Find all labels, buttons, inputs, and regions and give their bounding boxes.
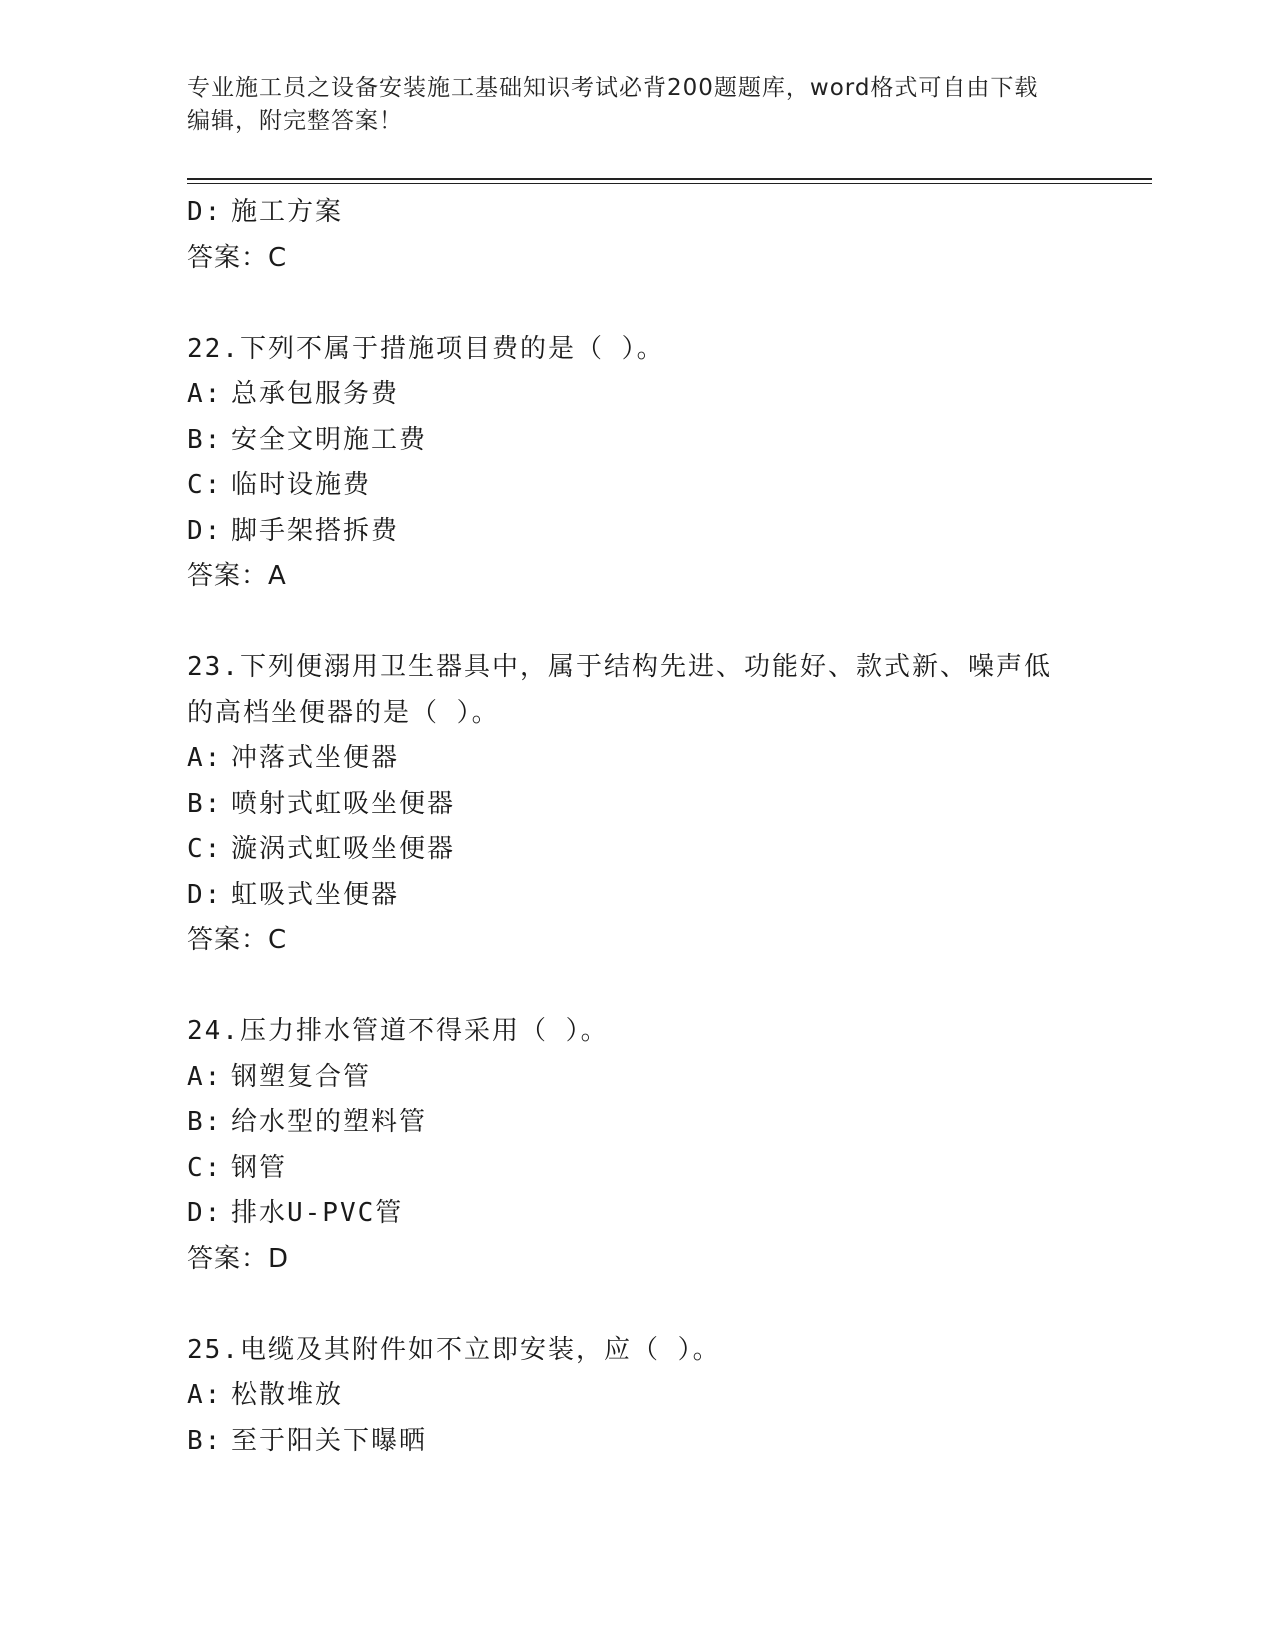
header-rule-thin bbox=[187, 183, 1152, 184]
option-text: 总承包服务费 bbox=[231, 379, 400, 409]
option-key: C: bbox=[187, 1152, 223, 1183]
option-key: C: bbox=[187, 470, 223, 500]
option-key: D: bbox=[187, 879, 223, 910]
option-key: D: bbox=[187, 197, 223, 227]
option-text: 虹吸式坐便器 bbox=[231, 879, 400, 910]
q23-option-b bbox=[187, 782, 1087, 828]
q23-option-a bbox=[187, 736, 1087, 782]
question-list bbox=[187, 190, 1087, 1464]
q23-answer: 答案：C bbox=[187, 925, 288, 955]
option-key: A: bbox=[187, 1061, 223, 1092]
option-text: 脚手架搭拆费 bbox=[231, 515, 400, 546]
option-text: 松散堆放 bbox=[231, 1380, 344, 1410]
q25-option-b bbox=[187, 1419, 1087, 1465]
q24-option-c bbox=[187, 1146, 1087, 1192]
spacer bbox=[187, 964, 1087, 1010]
option-text: 钢塑复合管 bbox=[231, 1061, 372, 1092]
q22-option-b bbox=[187, 418, 1087, 464]
option-text: 至于阳关下曝晒 bbox=[231, 1425, 428, 1456]
q22-option-a bbox=[187, 372, 1087, 418]
option-text: 临时设施费 bbox=[231, 470, 372, 500]
q21-option-d bbox=[187, 190, 1087, 236]
q22-option-c bbox=[187, 463, 1087, 509]
q24-answer: 答案：D bbox=[187, 1243, 290, 1274]
q22-answer: 答案：A bbox=[187, 561, 287, 591]
header-line-1: 专业施工员之设备安装施工基础知识考试必背200题题库，word格式可自由下载 bbox=[187, 75, 1039, 101]
option-text: 给水型的塑料管 bbox=[231, 1107, 428, 1137]
spacer bbox=[187, 600, 1087, 646]
q23-option-d bbox=[187, 873, 1087, 919]
q23-question-line-1: 23.下列便溺用卫生器具中，属于结构先进、功能好、款式新、噪声低 bbox=[187, 652, 1052, 682]
option-key: D: bbox=[187, 1198, 223, 1228]
q21-answer: 答案：C bbox=[187, 242, 288, 273]
document-header bbox=[187, 72, 1087, 138]
header-line-2: 编辑，附完整答案！ bbox=[187, 108, 403, 134]
option-key: D: bbox=[187, 515, 223, 546]
q24-option-d bbox=[187, 1191, 1087, 1237]
spacer bbox=[187, 1282, 1087, 1328]
option-text: 施工方案 bbox=[231, 197, 344, 227]
option-text: 钢管 bbox=[231, 1152, 288, 1183]
q22-question: 22.下列不属于措施项目费的是（ ）。 bbox=[187, 333, 665, 364]
option-key: C: bbox=[187, 834, 223, 864]
option-key: B: bbox=[187, 424, 223, 455]
option-key: B: bbox=[187, 788, 223, 819]
option-text: 排水U-PVC管 bbox=[231, 1198, 404, 1228]
option-key: A: bbox=[187, 743, 223, 773]
q23-option-c bbox=[187, 827, 1087, 873]
header-rule-thick bbox=[187, 178, 1152, 180]
q24-question: 24.压力排水管道不得采用（ ）。 bbox=[187, 1016, 609, 1046]
spacer bbox=[187, 281, 1087, 327]
q22-option-d bbox=[187, 509, 1087, 555]
q25-option-a bbox=[187, 1373, 1087, 1419]
q23-question-line-2: 的高档坐便器的是（ ）。 bbox=[187, 697, 500, 728]
option-key: A: bbox=[187, 1380, 223, 1410]
option-key: B: bbox=[187, 1107, 223, 1137]
option-text: 喷射式虹吸坐便器 bbox=[231, 788, 456, 819]
q24-option-b bbox=[187, 1100, 1087, 1146]
option-text: 漩涡式虹吸坐便器 bbox=[231, 834, 456, 864]
option-text: 冲落式坐便器 bbox=[231, 743, 400, 773]
q24-option-a bbox=[187, 1055, 1087, 1101]
option-key: A: bbox=[187, 379, 223, 409]
option-text: 安全文明施工费 bbox=[231, 424, 428, 455]
q25-question: 25.电缆及其附件如不立即安装，应（ ）。 bbox=[187, 1334, 721, 1365]
option-key: B: bbox=[187, 1425, 223, 1456]
